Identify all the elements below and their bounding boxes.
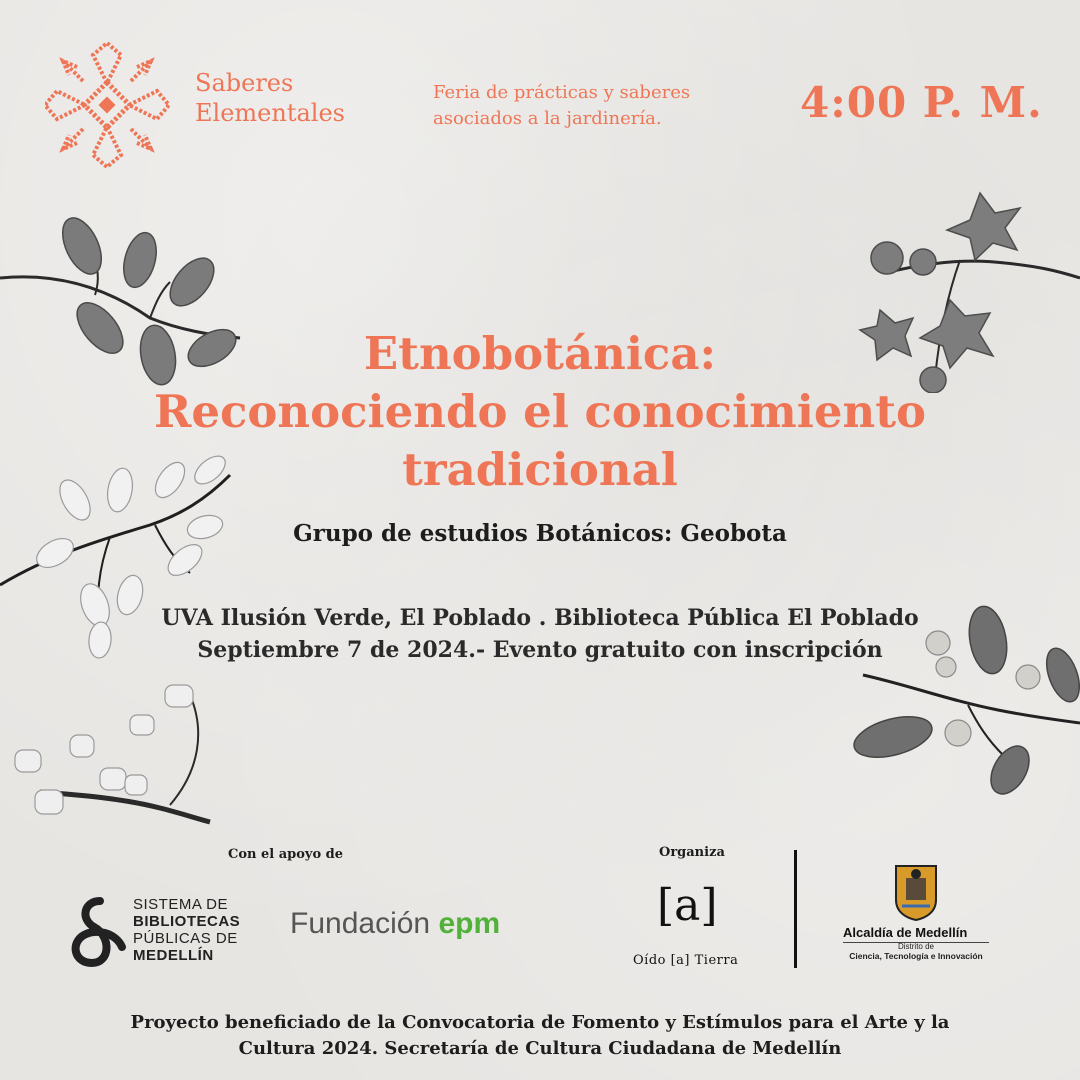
footer-credits — [0, 1010, 1080, 1062]
brand-name — [195, 68, 345, 128]
brand-line-2: Elementales — [195, 99, 345, 127]
brand-line-1: Saberes — [195, 69, 294, 97]
event-time: 4:00 P. M. — [800, 78, 1043, 127]
fair-line-2: asociados a la jardinería. — [433, 108, 662, 129]
event-subtitle: Grupo de estudios Botánicos: Geobota — [293, 520, 787, 547]
footer-line-1: Proyecto beneficiado de la Convocatoria de Fomento y Estímulos para el Arte y la — [130, 1012, 950, 1033]
alcaldia-subtitle-2: Ciencia, Tecnología e Innovación — [849, 951, 983, 961]
alcaldia-title: Alcaldía de Medellín — [843, 925, 968, 940]
bibliotecas-logo-text — [133, 896, 240, 964]
title-line-2: Reconociendo el conocimiento — [153, 385, 927, 438]
alcaldia-subtitle-1: Distrito de — [897, 942, 934, 951]
alcaldia-crest-icon — [892, 860, 940, 922]
organiza-label: Organiza — [659, 845, 725, 860]
support-label: Con el apoyo de — [228, 847, 344, 862]
logo-divider — [794, 850, 797, 968]
epm-text: epm — [438, 907, 501, 940]
title-line-3: tradicional — [402, 443, 678, 496]
footer-line-2: Cultura 2024. Secretaría de Cultura Ciudadana de Medellín — [238, 1038, 842, 1059]
event-title — [0, 325, 1080, 499]
fair-line-1: Feria de prácticas y saberes — [433, 82, 691, 103]
embroidery-flower-icon — [45, 38, 170, 173]
fundacion-text: Fundación — [290, 907, 431, 940]
sbp-line-4: MEDELLÍN — [133, 947, 214, 964]
oido-tierra-mark: [a] — [657, 880, 718, 931]
event-venue — [0, 602, 1080, 666]
bibliotecas-logo-icon — [66, 893, 130, 971]
venue-line-2: Septiembre 7 de 2024.- Evento gratuito con inscripción — [197, 637, 883, 663]
venue-line-1: UVA Ilusión Verde, El Poblado . Biblioteca Pública El Poblado — [161, 605, 919, 631]
sbp-line-2: BIBLIOTECAS — [133, 913, 241, 930]
sbp-line-3: PÚBLICAS DE — [133, 930, 238, 947]
fundacion-epm-logo — [290, 907, 500, 941]
fair-description — [433, 80, 690, 132]
sbp-line-1: SISTEMA DE — [133, 896, 229, 913]
title-line-1: Etnobotánica: — [363, 327, 717, 380]
white-flower-branch-bottom-left-icon — [0, 680, 215, 825]
oido-tierra-text: Oído [a] Tierra — [633, 953, 739, 968]
